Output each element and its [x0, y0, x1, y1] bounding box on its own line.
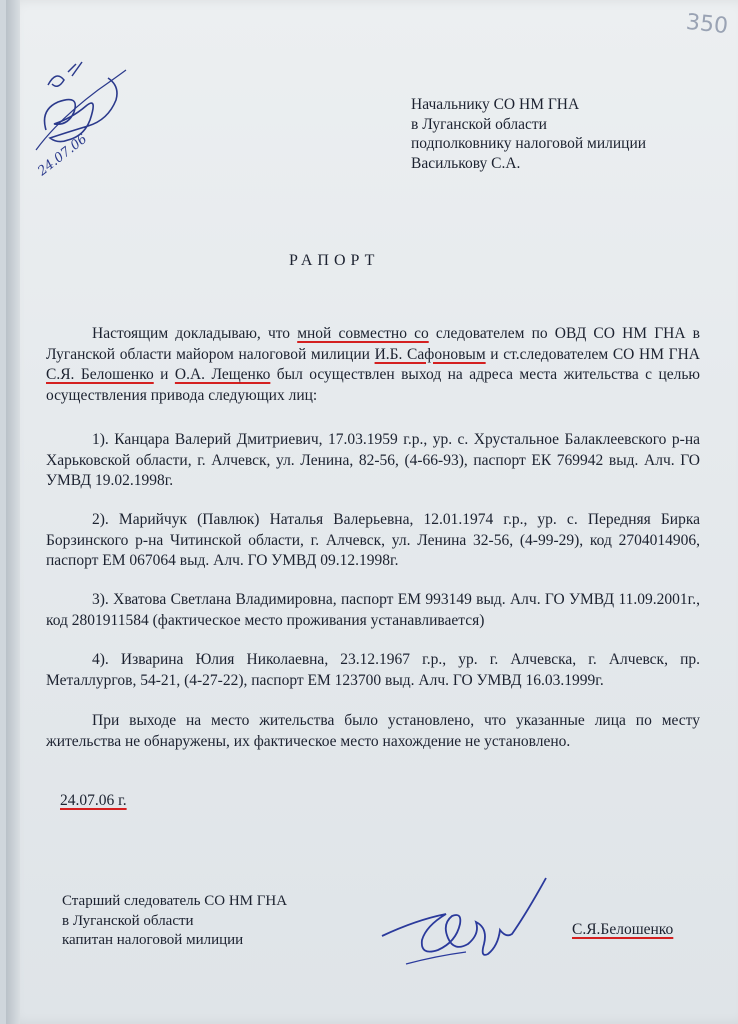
addressee-line: в Луганской области: [411, 115, 547, 133]
handwritten-signature: [376, 868, 556, 978]
signer-line: Старший следователь СО НМ ГНА: [62, 893, 288, 909]
addressee-block: [411, 95, 646, 173]
underlined-name: О.А. Лещенко: [174, 366, 271, 383]
addressee-line: Василькову С.А.: [411, 154, 521, 172]
person-entry-2: 2). Марийчук (Павлюк) Наталья Валерьевна, 12.01.1974 г.р., ур. с. Передняя Бирка Борзинского р-на Читинской области, г. Алчевск, ул. Ленина 32-56, (4-99-29), код 2704014906, паспорт ЕМ 067064 выд. Алч. ГО УМВД 09.12.1998г.: [46, 511, 700, 569]
person-entry-4: 4). Изварина Юлия Николаевна, 23.12.1967 г.р., ур. г. Алчевска, г. Алчевск, пр. Металлургов, 54-21, (4-27-22), паспорт ЕМ 123700 выд. Алч. ГО УМВД 16.03.1999г.: [46, 651, 700, 689]
document-title: РАПОРТ: [289, 252, 380, 269]
person-entry-1: 1). Канцара Валерий Дмитриевич, 17.03.1959 г.р., ур. с. Хрустальное Балаклеевского р-на Харьковской области, г. Алчевск, ул. Ленина, 82-56, (4-66-93), паспорт ЕК 769942 выд. Алч. ГО УМВД 19.02.1998г.: [46, 431, 700, 489]
handwritten-resolution: [28, 50, 138, 190]
addressee-line: Начальнику СО НМ ГНА: [411, 96, 580, 113]
signer-line: в Луганской области: [62, 912, 194, 929]
signer-line: капитан налоговой милиции: [62, 932, 244, 948]
resolution-date: 24.07.06: [35, 131, 91, 180]
underlined-name: С.Я. Белошенко: [46, 366, 154, 383]
conclusion-paragraph: При выходе на место жительства было установлено, что указанные лица по месту жительства не обнаружены, их фактическое место нахождение не установлено.: [46, 712, 700, 750]
page-binding-edge: [6, 0, 20, 1024]
person-entry-3: 3). Хватова Светлана Владимировна, паспорт ЕМ 993149 выд. Алч. ГО УМВД 11.09.2001г., код 2801911584 (фактическое место проживания устанавливается): [46, 591, 700, 629]
signer-name: С.Я.Белошенко: [572, 921, 674, 938]
document-page: [6, 0, 738, 1024]
addressee-line: подполковнику налоговой милиции: [411, 135, 647, 152]
intro-paragraph: Настоящим докладываю, что мной совместно со следователем по ОВД СО НМ ГНА в Луганской области майором налоговой милиции И.Б. Сафоновым и ст.следователем СО НМ ГНА С.Я. Белошенко и О.А. Лещенко был осуществлен выход на адреса места жительства с целью осуществления привода следующих лиц:: [46, 325, 701, 404]
underlined-name: И.Б. Сафоновым: [374, 345, 486, 363]
signer-block: [62, 892, 287, 951]
report-date: 24.07.06 г.: [60, 792, 127, 809]
page-number: 350: [684, 9, 730, 40]
underlined-phrase: мной совместно со: [297, 325, 429, 342]
